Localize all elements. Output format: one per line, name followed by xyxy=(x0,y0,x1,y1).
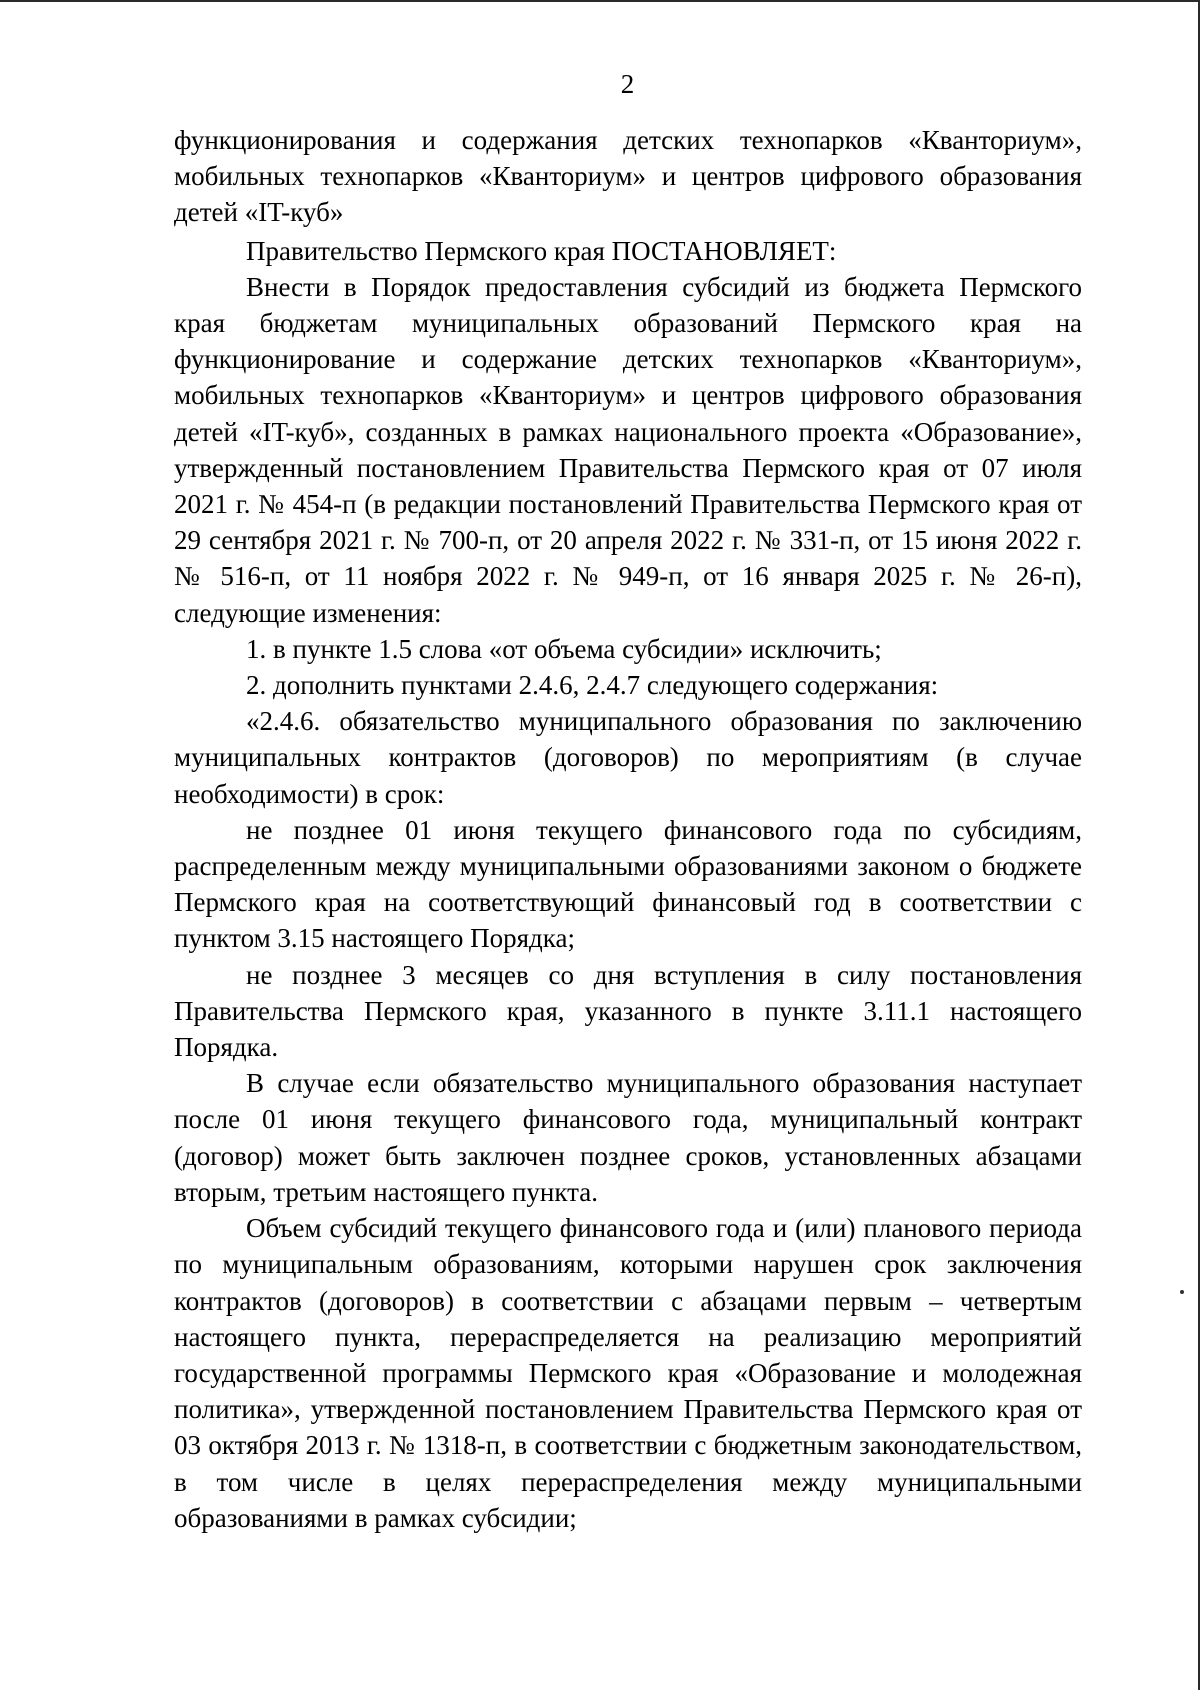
paragraph-redistribution: Объем субсидий текущего финансового года и (или) планового периода по муниципальным образованиям, которыми нарушен срок заключения контрактов (договоров) в соответствии с абзацами первым – четвертым настоящего пункта, перераспределяется на реализацию мероприятий государственной программы Пермского края «Образование и молодежная политика», утвержденной постановлением Правительства Пермского края от 03 октября 2013 г. № 1318-п, в соответствии с бюджетным законодательством, в том числе в целях перераспределения между муниципальными образованиями в рамках субсидии; xyxy=(174,1213,1082,1533)
paragraph-deadline-3-months: не позднее 3 месяцев со дня вступления в силу постановления Правительства Пермского края, указанного в пункте 3.11.1 настоящего Порядка. xyxy=(174,959,1082,1063)
paragraph-deadline-june: не позднее 01 июня текущего финансового года по субсидиям, распределенным между муниципальными образованиями законом о бюджете Пермского края на соответствующий финансовый год в соответствии с пунктом 3.15 настоящего Порядка; xyxy=(174,814,1082,954)
paragraph-item-2: 2. дополнить пунктами 2.4.6, 2.4.7 следующего содержания: xyxy=(246,670,939,701)
scan-speck xyxy=(1180,1290,1184,1294)
paragraph-clause-2-4-6: «2.4.6. обязательство муниципального образования по заключению муниципальных контрактов (договоров) по мероприятиям (в случае необходимости) в срок: xyxy=(174,706,1082,809)
paragraph-resolution: Правительство Пермского края ПОСТАНОВЛЯЕТ: xyxy=(246,235,837,266)
paragraph-item-1: 1. в пункте 1.5 слова «от объема субсидии» исключить; xyxy=(246,633,882,664)
paragraph-amendment-intro: Внести в Порядок предоставления субсидий из бюджета Пермского края бюджетам муниципальных образований Пермского края на функционирование и содержание детских технопарков «Кванториум», мобильных технопарков «Кванториум» и центров цифрового образования детей «IT-куб», созданных в рамках национального проекта «Образование», утвержденный постановлением Правительства Пермского края от 07 июля 2021 г. № 454-п (в редакции постановлений Правительства Пермского края от 29 сентября 2021 г. № 700-п, от 20 апреля 2022 г. № 331-п, от 15 июня 2022 г. № 516-п, от 11 ноября 2022 г. № 949-п, от 16 января 2025 г. № 26-п), следующие изменения: xyxy=(174,271,1082,628)
page-number: 2 xyxy=(620,69,635,99)
paragraph-late-obligation: В случае если обязательство муниципального образования наступает после 01 июня текущего финансового года, муниципальный контракт (договор) может быть заключен позднее сроков, установленных абзацами вторым, третьим настоящего пункта. xyxy=(174,1068,1082,1207)
paragraph-title-continuation: функционирования и содержания детских технопарков «Кванториум», мобильных технопарков «Кванториум» и центров цифрового образования детей «IT-куб» xyxy=(174,125,1082,228)
scan-edge-top xyxy=(0,0,1200,2)
document-body xyxy=(174,122,1082,1536)
